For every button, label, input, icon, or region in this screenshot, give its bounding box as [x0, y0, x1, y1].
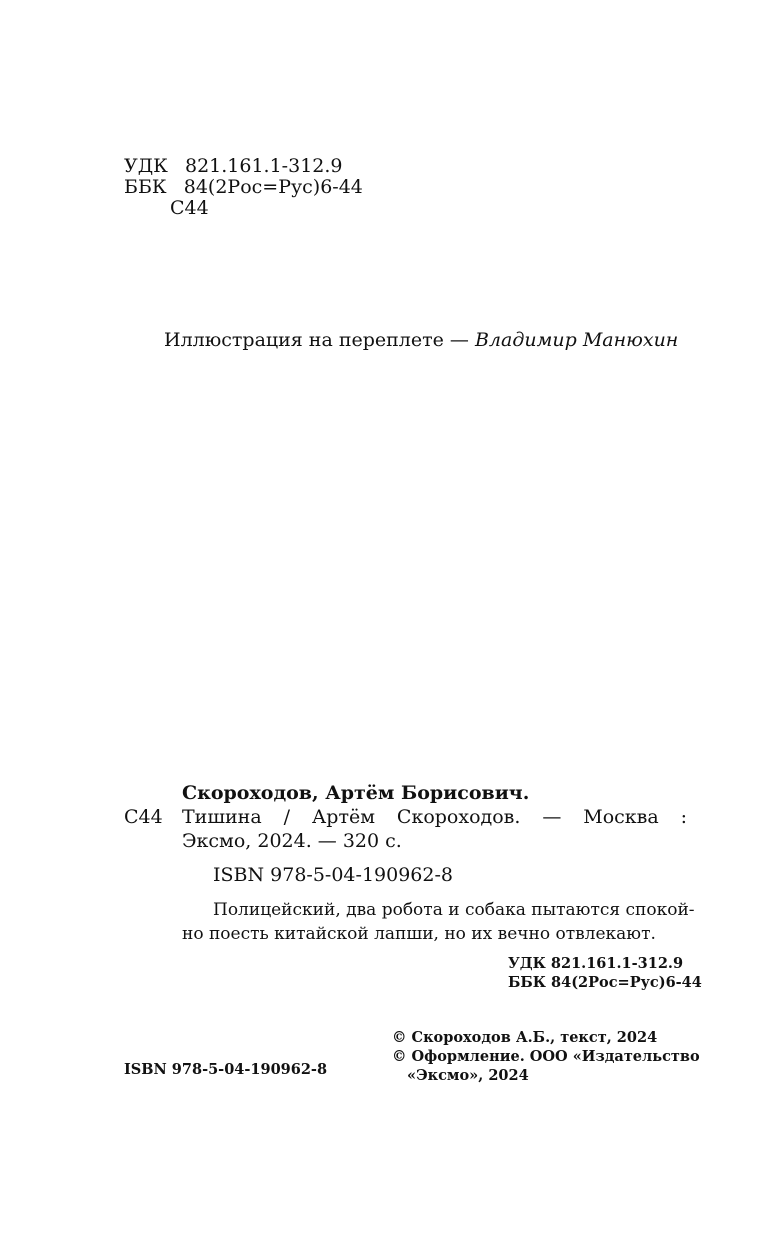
annotation-line-1	[213, 898, 695, 922]
isbn-bib: ISBN 978-5-04-190962-8	[213, 864, 453, 886]
annotation-line-1-text: Полицейский, два робота и собака пытаются спокой-	[213, 900, 695, 920]
author-mark-bib: С44	[124, 806, 163, 828]
copyright-design-line-1: © Оформление. ООО «Издательство	[392, 1048, 700, 1065]
title-line-1	[182, 805, 687, 829]
isbn-footer: ISBN 978-5-04-190962-8	[124, 1061, 328, 1078]
bbk-label: ББК	[124, 176, 167, 198]
bbk-value: 84(2Рос=Рус)6-44	[183, 176, 363, 198]
title-line-2: Эксмо, 2024. — 320 с.	[182, 830, 402, 852]
udk-bib: УДК 821.161.1-312.9	[508, 955, 684, 972]
annotation-line-2: но поесть китайской лапши, но их вечно отвлекают.	[182, 924, 656, 944]
illustration-prefix: Иллюстрация на переплете —	[164, 329, 475, 351]
copyright-design-line-2: «Эксмо», 2024	[407, 1067, 529, 1084]
author-mark-top: С44	[170, 197, 209, 219]
udk-value: 821.161.1-312.9	[184, 155, 343, 177]
author-heading: Скороходов, Артём Борисович.	[182, 782, 530, 804]
udk-label: УДК	[124, 155, 168, 177]
illustration-artist: Владимир Манюхин	[474, 329, 679, 351]
illustration-credit	[164, 329, 678, 351]
bbk-line-top	[124, 177, 363, 198]
bbk-bib: ББК 84(2Рос=Рус)6-44	[508, 974, 702, 991]
udk-line-top	[124, 156, 343, 177]
title-line-1-text: Тишина / Артём Скороходов. — Москва :	[182, 806, 687, 828]
copyright-text: © Скороходов А.Б., текст, 2024	[392, 1029, 658, 1046]
